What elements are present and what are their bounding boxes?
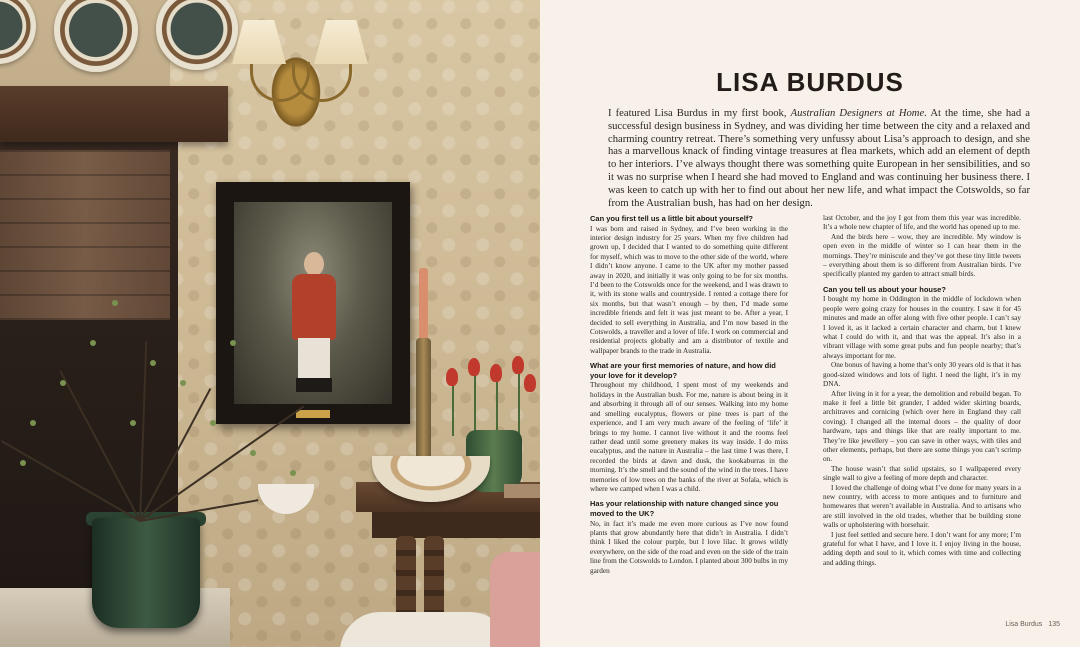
page-number: 135 (1048, 621, 1060, 628)
oak-mantel-beam (0, 86, 228, 142)
red-tulips (430, 358, 540, 438)
decorative-plate (0, 0, 36, 64)
interview-answer: Throughout my childhood, I spent most of my weekends and holidays in the Australian bush. For me, nature is about being in it and absorbing it through all of our senses. Walking into my home and smelling eucalyptus, flowers or pine trees is part of the experience, and I am very much aware of the feeling of ‘life’ it brings to my home. I cannot live without it and the rooms feel rather dead until some greenery makes its way inside. I do miss eucalyptus, and the nature in Australia – the last time I was there, I recorded the birds at dawn and dusk, the kookaburras in the morning. It’s the smell and the sound of the wind in the trees. I have memories of low trees on the banks of the river at Sofala, which is where we camped when I was a child. (590, 381, 788, 493)
interview-question: Has your relationship with nature changed since you moved to the UK? (590, 499, 779, 518)
candle (419, 268, 428, 340)
decorative-plate (54, 0, 138, 72)
upholstered-chair (340, 612, 510, 647)
intro-text: I featured Lisa Burdus in my first book, (608, 108, 791, 119)
interview-answer: I was born and raised in Sydney, and I’ve been working in the interior design industry for 25 years. When my five children had grown up, I decided that I wanted to do something quite different for myself, which was to move to the other side of the world, where I didn’t know anyone. I came to the UK after my mother passed away in 2020, and initially it was only going to be for six months. I’d been to the Cotswolds once for the weekend, and I was drawn to it, with its stone walls and countryside. I rented a cottage there for six months, but that wasn’t enough – by then, I’d made some incredible friends and felt it was just meant to be. After a year, I decided to sell everything in Australia, and I’m now based in the Cotswolds, a traveller and a lover of life. I work on commercial and residential projects globally and am a distributor of textile and wallpaper brands to the trade in Australia. (590, 224, 788, 355)
article-intro (608, 108, 1030, 210)
running-footer-name: Lisa Burdus (1005, 621, 1043, 628)
green-planter-pot (92, 518, 200, 628)
console-table-apron (372, 512, 540, 538)
painted-red-coat (292, 274, 336, 340)
article-column-right (823, 214, 1021, 568)
candlestick (416, 338, 431, 466)
article-title: LISA BURDUS (716, 67, 904, 97)
portrait-painting-frame (216, 182, 410, 424)
painted-boots (296, 378, 332, 392)
portrait-painting (234, 202, 392, 404)
page-footer (999, 621, 1060, 628)
frame-plaque (296, 410, 330, 418)
intro-text: . At the time, she had a successful design business in Sydney, and was dividing her time between the city and a relaxed and charming country retreat. There’s something very unfussy about Lisa’s approach to design, and she has a marvellous knack of finding vintage treasures at flea markets, which add an element of depth to her interiors. I’ve always thought there was something quite European in her sensibilities, and so it was no surprise when I heard she had moved to England and was continuing her business there. I was keen to catch up with her to find out about her new life, and what impact the Cotswolds, so far from the Australian bush, has had on her design. (608, 108, 1030, 209)
book (504, 484, 540, 498)
interview-answer: I bought my home in Oddington in the middle of lockdown when people were going crazy for houses in the country. I saw it for 45 minutes and made an offer along with five other people. I can’t say I loved it, as it lacked a certain character and charm, but I knew what I could do with it, and that was the appeal. It’s also in a vibrant village with some great pubs and fun people nearby; that’s always important for me. (823, 295, 1021, 360)
interview-question: What are your first memories of nature, and how did your love for it develop? (590, 361, 776, 380)
article-column-left (590, 214, 788, 576)
painted-figure-head (304, 252, 324, 276)
pink-cushion (490, 552, 540, 647)
painted-breeches (298, 338, 330, 382)
interview-answer: I loved the challenge of doing what I’ve done for many years in a new country, with access to more antiques and to furniture and homewares that weren’t available in Australia. And to artisans who are still involved in the old trades, whether that be building stone walls or upholstering with horsehair. (823, 483, 1021, 530)
interview-answer: No, in fact it’s made me even more curious as I’ve now found plants that grow abundantly here that didn’t in Australia. I didn’t think I liked the colour purple, but I love lilac. It grows wildly everywhere, on the side of the road and even on the side of the train line from the Cotswolds to London. I planted about 300 bulbs in my garden (590, 519, 788, 575)
interview-answer: And the birds here – wow, they are incredible. My window is open even in the middle of winter so I can hear them in the mornings. They’re miniscule and they’ve got these tiny little tweets – everything about them is so different from Australian birds. I’ve specifically planted my garden to attract small birds. (823, 232, 1021, 279)
brick-wall (0, 150, 170, 320)
interview-question: Can you tell us about your house? (823, 284, 946, 294)
interview-question: Can you first tell us a little bit about yourself? (590, 214, 753, 223)
interview-answer: One bonus of having a home that’s only 30 years old is that it has good-sized windows and lots of light. I need the light, it’s in my DNA. (823, 361, 1021, 389)
article-page (540, 0, 1080, 647)
interview-answer: The house wasn’t that solid upstairs, so I wallpapered every single wall to give a feeling of more depth and character. (823, 464, 1021, 483)
interview-answer: last October, and the joy I got from them this year was incredible. It’s a whole new chapter of life, and the world has opened up to me. (823, 214, 1021, 232)
book-title: Australian Designers at Home (790, 108, 925, 119)
interview-answer: I just feel settled and secure here. I don’t want for any more; I’m grateful for what I have, and I love it. I enjoy living in the house, adding depth and soul to it, which comes with time and collecting and adding things. (823, 530, 1021, 567)
interview-answer: After living in it for a year, the demolition and rebuild began. To make it feel a little bit grander, I added wider skirting boards, architraves and cornicing (which over here in England they call coving). I changed all the internal doors – the quality of door hardware, taps and things like that are really important to me. They’re like jewellery – you can save in other ways, with tiles and other elements, perhaps, but there are some things you can’t scrimp on. (823, 389, 1021, 464)
